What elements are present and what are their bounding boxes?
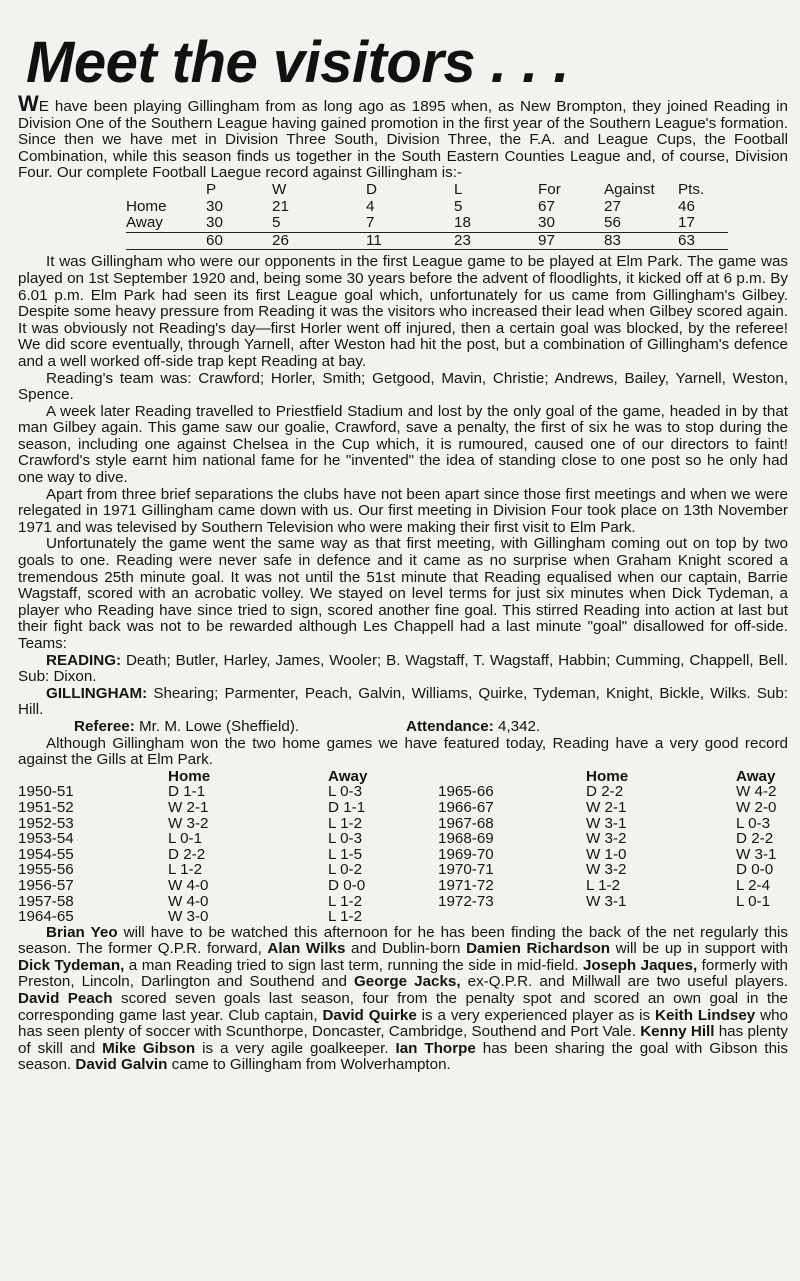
referee-name: Mr. M. Lowe (Sheffield). <box>139 717 300 735</box>
results-away-header: Away <box>328 767 368 785</box>
record-row-away <box>126 215 728 232</box>
player-note: scored seven goals last season, four from the penalty spot and scored an own goal in the corresponding game last year. Club captain, <box>18 990 788 1024</box>
home-result: W 3-2 <box>586 830 627 848</box>
away-result: L 0-2 <box>328 861 363 879</box>
away-result: L 1-2 <box>328 814 363 832</box>
drop-cap: W <box>18 91 39 116</box>
player-name: David Galvin <box>75 1056 168 1074</box>
home-result: D 2-2 <box>168 845 206 863</box>
player-name: Damien Richardson <box>466 940 611 958</box>
record-header-cell: W <box>272 180 287 198</box>
record-row-home <box>126 199 728 216</box>
record-cell: 30 <box>206 214 223 232</box>
season: 1967-68 <box>438 814 494 832</box>
home-result: D 2-2 <box>586 783 624 801</box>
results-row <box>18 831 798 847</box>
season: 1950-51 <box>18 783 74 801</box>
home-result: L 0-1 <box>168 830 203 848</box>
reading-lineup <box>18 653 788 686</box>
home-result: W 4-0 <box>168 876 209 894</box>
home-result: W 3-2 <box>586 861 627 879</box>
results-away-header: Away <box>736 767 776 785</box>
away-result: L 2-4 <box>736 876 771 894</box>
player-note: has been sharing the goal with Gibson this season. <box>18 1039 788 1074</box>
record-cell: Away <box>126 214 163 232</box>
page-title: Meet the visitors . . . <box>26 30 569 95</box>
record-cell: 17 <box>678 214 695 232</box>
player-name: Dick Tydeman, <box>18 956 125 974</box>
gillingham-label: GILLINGHAM: <box>46 684 148 702</box>
record-cell: 11 <box>366 232 454 250</box>
paragraph-priestfield: A week later Reading travelled to Priestfield Stadium and lost by the only goal of the game, headed in by that man Gilbey again. This game saw our goalie, Crawford, save a penalty, the first of six he was to stop during the season, including one against Chelsea in the Cup which, it is rumoured, caused one of our directors to faint! Crawford's style earnt him national fame for he "invented" the idea of standing close to one post so he only had one way to dive. <box>18 402 788 487</box>
player-note: formerly with Preston, Lincoln, Darlington and Southend and <box>18 956 788 991</box>
record-header-cell: P <box>206 180 217 198</box>
results-intro: Although Gillingham won the two home games we have featured today, Reading have a very good record against the Gills at Elm Park. <box>18 734 788 769</box>
season: 1956-57 <box>18 876 74 894</box>
away-result: L 1-2 <box>328 892 363 910</box>
season: 1957-58 <box>18 892 74 910</box>
record-cell: 97 <box>538 232 604 250</box>
record-cell: 18 <box>454 214 471 232</box>
results-row <box>18 847 798 863</box>
record-cell: 5 <box>454 197 463 215</box>
season: 1952-53 <box>18 814 74 832</box>
record-header-cell: For <box>538 180 561 198</box>
record-header-cell: Against <box>604 180 655 198</box>
record-cell: 30 <box>538 214 555 232</box>
intro-paragraph <box>18 91 788 182</box>
season: 1968-69 <box>438 830 494 848</box>
away-result: L 1-2 <box>328 908 363 926</box>
record-cell: 67 <box>538 197 555 215</box>
record-header-cell: D <box>366 180 377 198</box>
season: 1955-56 <box>18 861 74 879</box>
record-row-total <box>126 232 728 250</box>
home-result: W 3-2 <box>168 814 209 832</box>
results-row <box>18 784 798 800</box>
home-result: W 3-1 <box>586 892 627 910</box>
season: 1971-72 <box>438 876 494 894</box>
players-paragraph <box>18 925 788 1074</box>
season: 1969-70 <box>438 845 494 863</box>
player-note: is a very agile goalkeeper. <box>195 1039 396 1057</box>
player-name: Mike Gibson <box>102 1039 196 1057</box>
reading-label: READING: <box>46 651 122 669</box>
season: 1954-55 <box>18 845 74 863</box>
record-cell: 27 <box>604 197 621 215</box>
results-row <box>18 800 798 816</box>
record-header-cell: Pts. <box>678 180 705 198</box>
match-officials <box>18 719 788 736</box>
referee-label: Referee: <box>74 717 135 735</box>
results-row <box>18 816 798 832</box>
record-cell: 63 <box>678 232 728 250</box>
away-result: L 0-3 <box>328 830 363 848</box>
record-cell: 4 <box>366 197 375 215</box>
record-cell: Home <box>126 197 167 215</box>
record-cell: 60 <box>206 232 272 250</box>
referee-line <box>46 719 406 736</box>
player-name: Brian Yeo <box>46 923 118 941</box>
intro-text: E have been playing Gillingham from as long ago as 1895 when, as New Brompton, they joined Reading in Division One of the Southern League having gained promotion in the first year of the Southern League's formation. Since then we have met in Division Three South, Division Three, the F.A. and League Cups, the Football Combination, while this season finds us together in the South Eastern Counties League and, of course, Division Four. Our complete Football Laegue record against Gillingham is:- <box>18 98 788 182</box>
player-name: David Quirke <box>322 1006 417 1024</box>
results-row <box>18 894 798 910</box>
away-result: D 1-1 <box>328 798 366 816</box>
results-home-header: Home <box>586 767 629 785</box>
player-note: a man Reading tried to sign last term, running the side in mid-field. <box>124 956 583 974</box>
away-result: L 0-3 <box>736 814 771 832</box>
home-result: W 3-0 <box>168 908 209 926</box>
results-home-header: Home <box>168 767 211 785</box>
away-result: D 2-2 <box>736 830 774 848</box>
home-result: W 3-1 <box>586 814 627 832</box>
league-record-table <box>126 182 728 250</box>
away-result: W 3-1 <box>736 845 777 863</box>
player-note: will have to be watched this afternoon for he has been finding the back of the net regularly this season. The former Q.P.R. forward, <box>18 923 788 958</box>
away-result: L 0-3 <box>328 783 363 801</box>
away-result: D 0-0 <box>736 861 774 879</box>
home-result: W 4-0 <box>168 892 209 910</box>
player-note: is a very experienced player as is <box>416 1006 656 1024</box>
player-note: and Dublin-born <box>345 940 467 958</box>
record-cell: 83 <box>604 232 678 250</box>
season: 1964-65 <box>18 908 74 926</box>
paragraph-1971-match: Unfortunately the game went the same way as that first meeting, with Gillingham coming out on top by two goals to one. Reading were never safe in defence and it came as no surprise when Graham Knight scored a tremendous 25th minute goal. It was not until the 51st minute that Reading equalised when our captain, Barrie Wagstaff, scored with an acrobatic volley. We stayed on level terms for just six minutes when Dick Tydeman, a player who Reading have since tried to sign, scored another fine goal. This stirred Reading into action at last but their fight back was not to be rewarded although Les Chappell had a last minute "goal" disallowed for off-side. Teams: <box>18 535 788 652</box>
attendance-label: Attendance: <box>406 717 494 735</box>
player-name: Kenny Hill <box>640 1023 715 1041</box>
away-result: W 2-0 <box>736 798 777 816</box>
paragraph-reading-team: Reading's team was: Crawford; Horler, Smith; Getgood, Mavin, Christie; Andrews, Bailey, Yarnell, Weston, Spence. <box>18 369 788 404</box>
season: 1953-54 <box>18 830 74 848</box>
paragraph-separations: Apart from three brief separations the clubs have not been apart since those first meetings and when we were relegated in 1971 Gillingham came down with us. Our first meeting in Division Four took place on 13th November 1971 and was televised by Southern Television who were making their first visit to Elm Park. <box>18 485 788 536</box>
results-row <box>18 862 798 878</box>
attendance-value: 4,342. <box>498 717 541 735</box>
player-name: Keith Lindsey <box>655 1006 756 1024</box>
away-result: L 1-5 <box>328 845 363 863</box>
player-note: will be up in support with <box>610 940 788 958</box>
home-result: L 1-2 <box>586 876 621 894</box>
home-result: W 1-0 <box>586 845 627 863</box>
record-cell: 26 <box>272 232 366 250</box>
player-name: Ian Thorpe <box>395 1039 476 1057</box>
player-note: ex-Q.P.R. and Millwall are two useful players. <box>460 973 789 991</box>
season: 1972-73 <box>438 892 494 910</box>
home-result: L 1-2 <box>168 861 203 879</box>
season: 1951-52 <box>18 798 74 816</box>
player-name: Joseph Jaques, <box>582 956 698 974</box>
home-result: D 1-1 <box>168 783 206 801</box>
results-row <box>18 878 798 894</box>
player-name: David Peach <box>18 990 113 1008</box>
away-result: D 0-0 <box>328 876 366 894</box>
season: 1966-67 <box>438 798 494 816</box>
player-name: George Jacks, <box>353 973 461 991</box>
player-note: has plenty of skill and <box>18 1023 788 1057</box>
paragraph-first-league-game: It was Gillingham who were our opponents in the first League game to be played at Elm Park. The game was played on 1st September 1920 and, being some 30 years before the advent of floodlights, it kicked off at 6 p.m. By 6.01 p.m. Elm Park had seen its first League goal which, unfortunately for us came from Gillingham's Gilbey. Despite some heavy pressure from Reading it was the visitors who increased their lead when Gilbey scored again. It was obviously not Reading's day—first Horler went off injured, then a certain goal was blocked, by the referee! We did score eventually, through Yarnell, after Weston had hit the post, but a combination of Gillingham's defence and a well worked off-side trap kept Reading at bay. <box>18 253 788 370</box>
home-result: W 2-1 <box>586 798 627 816</box>
record-cell <box>126 232 206 250</box>
record-header-cell: L <box>454 180 463 198</box>
results-header-row <box>18 769 798 785</box>
record-cell: 5 <box>272 214 281 232</box>
away-result: W 4-2 <box>736 783 777 801</box>
record-header-row <box>126 182 728 199</box>
record-cell: 21 <box>272 197 289 215</box>
home-result: W 2-1 <box>168 798 209 816</box>
record-cell: 7 <box>366 214 375 232</box>
record-cell: 30 <box>206 197 223 215</box>
player-note: came to Gillingham from Wolverhampton. <box>167 1056 451 1074</box>
record-cell: 46 <box>678 197 695 215</box>
player-name: Alan Wilks <box>267 940 346 958</box>
record-cell: 23 <box>454 232 538 250</box>
player-note: who has seen plenty of soccer with Scunthorpe, Doncaster, Cambridge, Southend and Port Vale. <box>18 1006 788 1041</box>
results-row <box>18 909 798 925</box>
results-table <box>18 769 798 925</box>
gillingham-lineup <box>18 686 788 719</box>
record-header-cell <box>126 182 206 199</box>
reading-players: Death; Butler, Harley, James, Wooler; B. Wagstaff, T. Wagstaff, Habbin; Cumming, Chappell, Bell. Sub: Dixon. <box>18 651 788 686</box>
record-cell: 56 <box>604 214 621 232</box>
season: 1965-66 <box>438 783 494 801</box>
gillingham-players: Shearing; Parmenter, Peach, Galvin, Williams, Quirke, Tydeman, Knight, Bickle, Wilks. Sub: Hill. <box>18 684 788 719</box>
away-result: L 0-1 <box>736 892 771 910</box>
season: 1970-71 <box>438 861 494 879</box>
